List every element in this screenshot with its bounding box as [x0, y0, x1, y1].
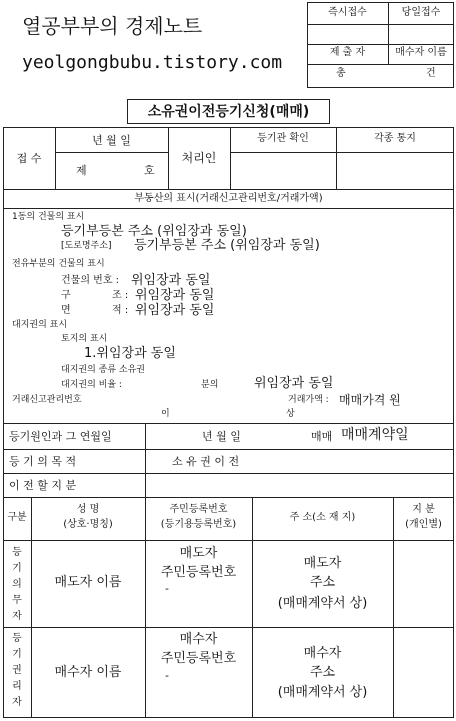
blog-title: 열공부부의 경제노트: [22, 14, 203, 38]
header-name-b: (상호·명칭): [63, 519, 113, 530]
ratio-label: 대지권의 비율 :: [61, 380, 122, 390]
seller-addr-b: 주소: [309, 575, 336, 590]
cause-label: 등기원인과 그 연월일: [9, 430, 112, 443]
structure-label-b: 조 :: [112, 290, 129, 301]
area-value: 위임장과 동일: [135, 303, 215, 318]
buyer-addr-a: 매수자: [303, 646, 342, 661]
seller-type: 등기의무자: [12, 547, 22, 622]
total-label-b: 건: [426, 68, 436, 79]
price-value: 매매가격 원: [339, 393, 401, 407]
blog-url: yeolgongbubu.tistory.com: [22, 52, 283, 73]
buyer-id-a: 매수자: [179, 632, 218, 647]
reception-label: 접 수: [16, 152, 42, 165]
structure-value: 위임장과 동일: [135, 288, 215, 303]
instant-receipt-label: 즉시접수: [328, 7, 367, 18]
ratio-mid: 분의: [201, 380, 219, 390]
share-label: 이 전 할 지 분: [9, 479, 77, 492]
cause-date: 년 월 일: [202, 430, 241, 443]
seller-addr-a: 매도자: [303, 556, 342, 571]
header-id-a: 주민등록번호: [169, 504, 228, 515]
handler-label: 처리인: [181, 151, 217, 165]
total-label-a: 총: [336, 68, 346, 79]
seller-addr-c: (매매계약서 상): [277, 596, 368, 611]
bldg-no-value: 위임장과 동일: [131, 273, 211, 288]
land-right-label: 대지권의 표시: [12, 320, 68, 330]
seller-name: 매도자 이름: [54, 575, 122, 590]
property-header: 부동산의 표시(거래신고관리번호/거래가액): [134, 193, 323, 204]
buyer-type: 등기권리자: [12, 633, 22, 708]
seller-id-b: 주민등록번호: [160, 565, 237, 580]
report-no-label: 거래신고관리번호: [12, 395, 82, 405]
seller-id-c: -: [165, 582, 169, 595]
header-id-b: (등기용등록번호): [160, 519, 237, 530]
purpose-value: 소 유 권 이 전: [172, 455, 240, 468]
header-type: 구분: [7, 512, 27, 523]
ratio-value: 위임장과 동일: [254, 376, 334, 391]
road-value: 등기부등본 주소 (위임장과 동일): [134, 238, 320, 253]
submitter-label: 제 출 자: [329, 47, 366, 58]
note-sang: 상: [286, 409, 295, 419]
buyer-addr-b: 주소: [309, 665, 336, 680]
exclusive-label: 전유부분의 건물의 표시: [12, 259, 105, 269]
land-value: 1.위임장과 동일: [84, 346, 176, 361]
reception-number-b: 호: [144, 164, 155, 177]
buyer-name: 매수자 이름: [54, 665, 122, 680]
buyer-id-b: 주민등록번호: [160, 651, 237, 666]
registry-check-label: 등기관 확인: [257, 133, 309, 144]
right-type: 대지권의 종류 소유권: [61, 365, 145, 375]
notice-label: 각종 통지: [374, 133, 416, 144]
header-share-b: (개인별): [405, 519, 442, 530]
form-title: 소유권이전등기신청(매매): [147, 104, 310, 120]
buyer-addr-c: (매매계약서 상): [277, 685, 368, 700]
seller-id-a: 매도자: [179, 546, 218, 561]
price-label: 거래가액 :: [288, 395, 329, 405]
header-name-a: 성 명: [76, 504, 100, 515]
land-label: 토지의 표시: [61, 334, 108, 344]
purpose-label: 등 기 의 목 적: [9, 455, 77, 468]
cause-type: 매매: [311, 430, 333, 443]
building-label: 1동의 건물의 표시: [12, 212, 85, 222]
area-label-b: 적 :: [112, 305, 129, 316]
header-addr: 주 소(소 재 지): [289, 512, 356, 523]
road-prefix: [도로명주소]: [61, 241, 112, 251]
submitter-value: 매수자 이름: [395, 47, 447, 58]
reception-number-a: 제: [76, 164, 87, 177]
same-day-receipt-label: 당일접수: [401, 7, 441, 18]
area-label-a: 면: [61, 305, 71, 316]
header-share-a: 지 분: [412, 504, 435, 515]
buyer-id-c: -: [165, 669, 169, 682]
reception-date: 년 월 일: [92, 134, 131, 147]
structure-label-a: 구: [61, 290, 71, 301]
building-value: 등기부등본 주소 (위임장과 동일): [61, 224, 247, 239]
bldg-no-label: 건물의 번호 :: [61, 275, 120, 286]
cause-value: 매매계약일: [341, 427, 409, 443]
note-i: 이: [161, 409, 170, 419]
